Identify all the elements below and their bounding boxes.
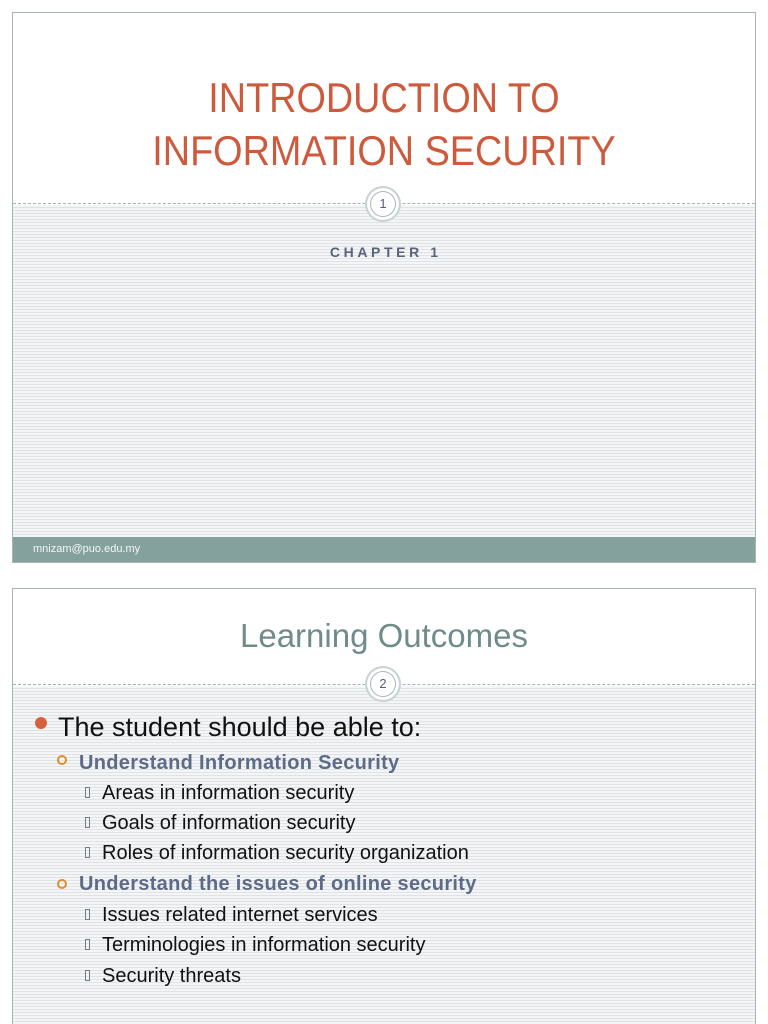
- footer-email: mnizam@puo.edu.my: [33, 543, 141, 555]
- hollow-circle-bullet-icon: [57, 755, 67, 765]
- slide-title-line-1: INTRODUCTION TO: [208, 74, 560, 121]
- slide-2: [12, 588, 756, 1024]
- box-bullet-icon: [85, 787, 90, 798]
- box-bullet-icon: [85, 847, 90, 858]
- outcome-item: Areas in information security: [102, 782, 355, 804]
- box-bullet-icon: [85, 817, 90, 828]
- slide-number-badge: 1: [365, 186, 401, 222]
- slide-title: Learning Outcomes: [240, 617, 528, 654]
- outcome-item: Issues related internet services: [102, 904, 378, 926]
- bullet-lead-text: The student should be able to:: [58, 712, 422, 742]
- outcome-item: Roles of information security organization: [102, 842, 469, 864]
- hollow-circle-bullet-icon: [57, 879, 67, 889]
- outcome-item: Security threats: [102, 965, 241, 987]
- slide-number-badge: 2: [365, 666, 401, 702]
- slide-subtitle: CHAPTER 1: [329, 244, 442, 260]
- outcome-item: Goals of information security: [102, 812, 356, 834]
- slide-footer: [13, 537, 755, 562]
- slide-1: [12, 12, 756, 563]
- filled-circle-bullet-icon: [35, 717, 47, 729]
- box-bullet-icon: [85, 939, 90, 950]
- slide-title-line-2: INFORMATION SECURITY: [152, 127, 616, 174]
- box-bullet-icon: [85, 909, 90, 920]
- outcome-heading: Understand Information Security: [79, 752, 400, 774]
- outcome-item: Terminologies in information security: [102, 934, 426, 956]
- outcome-heading: Understand the issues of online security: [79, 873, 477, 895]
- box-bullet-icon: [85, 970, 90, 981]
